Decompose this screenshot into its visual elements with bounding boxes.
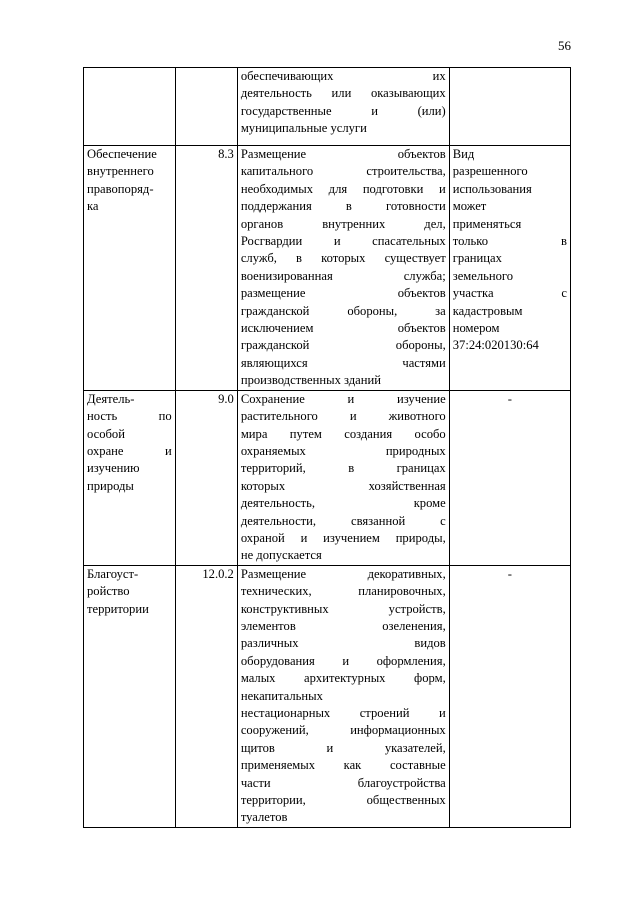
cell-line: территории <box>87 601 149 616</box>
cell-line: поддержания в готовности <box>240 199 446 214</box>
usage-note <box>449 68 570 146</box>
cell-line: являющихся частями <box>240 355 446 370</box>
cell-line: необходимых для подготовки и <box>240 181 446 196</box>
cell-line: гражданской обороны, за <box>240 303 446 318</box>
cell-line: ность по <box>87 409 172 424</box>
cell-line: мира путем создания особо <box>240 426 446 441</box>
cell-line: органов внутренних дел, <box>240 216 446 231</box>
cell-line: которых хозяйственная <box>240 478 446 493</box>
cell-line: территорий, в границах <box>240 461 446 476</box>
cell-line: разрешенного <box>452 164 528 179</box>
cell-line: щитов и указателей, <box>240 740 446 755</box>
cell-line: технических, планировочных, <box>240 584 446 599</box>
cell-line: деятельности, связанной с <box>240 513 446 528</box>
cell-line: Обеспечение <box>87 147 157 161</box>
cell-line: муниципальные услуги <box>240 121 367 136</box>
cell-line: только в <box>452 234 567 249</box>
usage-description <box>237 146 449 391</box>
usage-type-code: 9.0 <box>175 390 237 565</box>
usage-note: - <box>449 390 570 565</box>
cell-line: охраной и изучением природы, <box>240 530 446 545</box>
cell-line: части благоустройства <box>240 775 446 790</box>
cell-line: Сохранение и изучение <box>240 391 446 406</box>
cell-line: не допускается <box>240 548 322 563</box>
cell-line: Росгвардии и спасательных <box>240 234 446 249</box>
cell-line: Деятель- <box>87 391 135 406</box>
cell-line: 37:24:020130:64 <box>452 338 539 353</box>
table-row <box>84 146 571 391</box>
cell-line: применяться <box>452 216 522 231</box>
cell-line: элементов озеленения, <box>240 618 446 633</box>
table-row <box>84 68 571 146</box>
page-number: 56 <box>558 38 571 53</box>
usage-note <box>449 146 570 391</box>
cell-line: природы <box>87 478 134 493</box>
usage-description <box>237 68 449 146</box>
cell-line: охраняемых природных <box>240 443 446 458</box>
cell-line: использования <box>452 181 532 196</box>
cell-line: номером <box>452 321 500 336</box>
usage-description <box>237 390 449 565</box>
land-use-table <box>83 67 571 828</box>
usage-type-name <box>84 390 176 565</box>
cell-line: границах <box>452 251 502 266</box>
cell-line: особой <box>87 426 125 441</box>
table-row <box>84 565 571 827</box>
cell-line: может <box>452 199 487 214</box>
cell-line: различных видов <box>240 636 446 651</box>
usage-type-name <box>84 146 176 391</box>
cell-line: внутреннего <box>87 164 154 179</box>
cell-line: Размещение декоративных, <box>240 566 446 581</box>
cell-line: гражданской обороны, <box>240 338 446 353</box>
cell-line: Благоуст- <box>87 566 139 581</box>
usage-type-code: 8.3 <box>175 146 237 391</box>
cell-line: Вид <box>452 147 475 161</box>
cell-line: государственные и (или) <box>240 103 446 118</box>
cell-line: изучению <box>87 461 140 476</box>
cell-line: применяемых как составные <box>240 758 446 773</box>
cell-line: сооружений, информационных <box>240 723 446 738</box>
table-row <box>84 390 571 565</box>
usage-type-code <box>175 68 237 146</box>
cell-line: оборудования и оформления, <box>240 653 446 668</box>
cell-line: охране и <box>87 443 172 458</box>
cell-line: капитального строительства, <box>240 164 446 179</box>
cell-line: Размещение объектов <box>240 147 446 161</box>
cell-line: производственных зданий <box>240 373 381 388</box>
cell-line: земельного <box>452 268 514 283</box>
cell-line: размещение объектов <box>240 286 446 301</box>
cell-line: деятельность, кроме <box>240 496 446 511</box>
cell-line: исключением объектов <box>240 321 446 336</box>
cell-line: военизированная служба; <box>240 268 446 283</box>
cell-line: ка <box>87 199 99 214</box>
cell-line: нестационарных строений и <box>240 706 446 720</box>
usage-type-code: 12.0.2 <box>175 565 237 827</box>
usage-note: - <box>449 565 570 827</box>
cell-line: участка с <box>452 286 567 301</box>
usage-description <box>237 565 449 827</box>
cell-line: конструктивных устройств, <box>240 601 446 616</box>
cell-line: правопоряд- <box>87 181 154 196</box>
cell-line: обеспечивающих их <box>240 69 446 83</box>
cell-line: некапитальных <box>240 688 323 703</box>
cell-line: туалетов <box>240 810 288 825</box>
cell-line: деятельность или оказывающих <box>240 86 446 101</box>
cell-line: служб, в которых существует <box>240 251 446 266</box>
cell-line: растительного и животного <box>240 409 446 424</box>
cell-line: территории, общественных <box>240 793 446 808</box>
cell-line: ройство <box>87 584 130 599</box>
cell-line: малых архитектурных форм, <box>240 671 446 686</box>
usage-type-name <box>84 68 176 146</box>
usage-type-name <box>84 565 176 827</box>
cell-line: кадастровым <box>452 303 523 318</box>
